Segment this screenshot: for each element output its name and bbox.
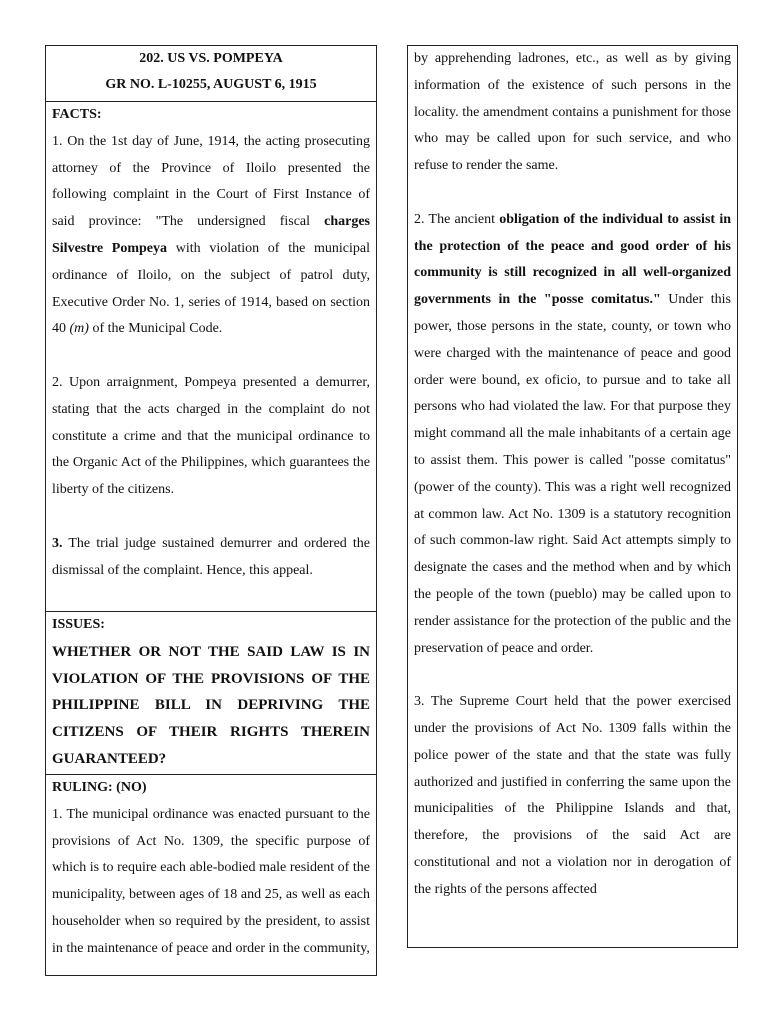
facts-paragraph-1 — [52, 129, 370, 343]
facts-paragraph-2: 2. Upon arraignment, Pompeya presented a demurrer, stating that the acts charged in the complaint do not constitute a crime and that the municipal ordinance to the Organic Act of the Philippines, which guarantees the liberty of the citizens. — [52, 374, 370, 498]
issues-section — [46, 612, 376, 775]
ruling-paragraph-1-continued: by apprehending ladrones, etc., as well as by giving information of the existence of such persons in the locality. the amendment contains a punishment for those who may be called upon for such service, and who refuse to render the same. — [414, 51, 731, 174]
ruling-paragraph-1: 1. The municipal ordinance was enacted pursuant to the provisions of Act No. 1309, the specific purpose of which is to require each able-bodied male resident of the municipality, between ages of 18 and 25, as well as each householder when so required by the president, to assist in the maintenance of peace and order in the community, — [52, 806, 370, 956]
facts-paragraph-3 — [52, 531, 370, 585]
facts-section — [46, 102, 376, 612]
facts-p1-text: 1. On the 1st day of June, 1914, the acting prosecuting attorney of the Province of Iloilo presented the following complaint in the Court of First Instance of said province: "The undersigned fiscal — [52, 133, 370, 230]
case-title — [46, 46, 376, 102]
ruling-paragraph-2 — [414, 207, 731, 663]
facts-p1-italic: (m) — [69, 321, 89, 337]
right-column-body — [408, 46, 737, 904]
issues-heading: ISSUES: — [52, 617, 105, 632]
facts-p1-text-2: with violation of the municipal ordinance of Iloilo, on the subject of patrol duty, Executive Order No. 1, series of 1914, based on section 40 — [52, 240, 370, 337]
facts-p3-text: The trial judge sustained demurrer and ordered the dismissal of the complaint. Hence, this appeal. — [52, 535, 370, 578]
ruling-section — [46, 775, 376, 975]
facts-p1-text-3: of the Municipal Code. — [88, 321, 223, 337]
left-column — [45, 45, 377, 976]
ruling-paragraph-3: 3. The Supreme Court held that the power exercised under the provisions of Act No. 1309 falls within the police power of the state and that the state was fully authorized and justified in conferring the same upon the municipalities of the Philippine Islands and that, therefore, the provisions of the said Act are constitutional and not a violation nor in derogation of the rights of the persons affected — [414, 694, 731, 897]
ruling-p2-text-2: Under this power, those persons in the state, county, or town who were charged with the maintenance of peace and good order were bound, ex oficio, to pursue and to take all persons who had violated the law. For that purpose they might command all the male inhabitants of a certain age to assist them. This power is called "posse comitatus" (power of the county). This was a right well recognized at common law. Act No. 1309 is a statutory recognition of such common-law right. Said Act attempts simply to designate the cases and the method when and by which the people of the town (pueblo) may be called upon to render assistance for the protection of the public and the preservation of peace and order. — [414, 292, 731, 656]
right-column — [407, 45, 738, 948]
facts-p3-number: 3. — [52, 535, 63, 551]
ruling-p2-bold: obligation of the individual to assist in the protection of the peace and good order of his community is still recognized in all well-organized governments in the "posse comitatus." — [414, 211, 731, 308]
issue-question: WHETHER OR NOT THE SAID LAW IS IN VIOLATION OF THE PROVISIONS OF THE PHILIPPINE BILL IN DEPRIVING THE CITIZENS OF THEIR RIGHTS THEREIN GUARANTEED? — [52, 643, 370, 767]
facts-p1-bold: charges Silvestre Pompeya — [52, 214, 370, 256]
case-title-line2: GR NO. L-10255, AUGUST 6, 1915 — [105, 77, 317, 92]
ruling-p2-text: 2. The ancient — [414, 211, 500, 227]
ruling-heading: RULING: (NO) — [52, 780, 147, 795]
case-title-line1: 202. US VS. POMPEYA — [139, 51, 283, 66]
facts-heading: FACTS: — [52, 107, 102, 122]
